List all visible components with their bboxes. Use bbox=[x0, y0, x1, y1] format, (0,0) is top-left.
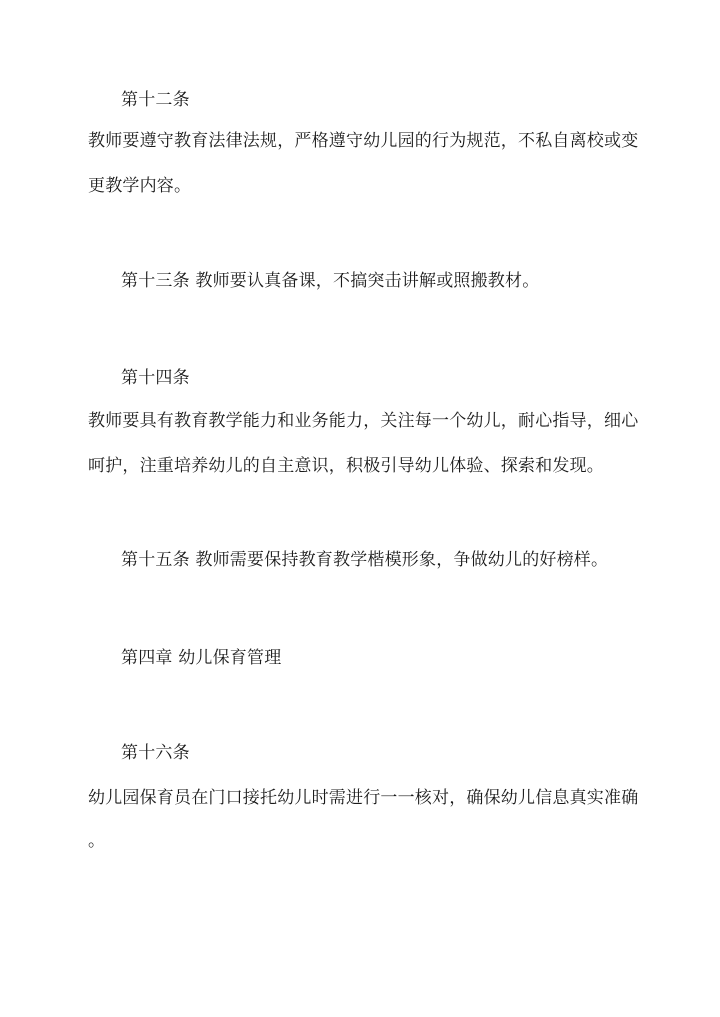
article-14-heading: 第十四条 bbox=[121, 368, 190, 388]
article-12-text-line-1: 教师要遵守教育法律法规，严格遵守幼儿园的行为规范，不私自离校或变 bbox=[88, 131, 639, 151]
article-16-text-line-2: 。 bbox=[88, 831, 106, 851]
article-12-heading: 第十二条 bbox=[121, 90, 190, 110]
article-16-heading: 第十六条 bbox=[121, 743, 190, 763]
article-12-text-line-2: 更教学内容。 bbox=[88, 176, 192, 196]
article-14-text-line-2: 呵护，注重培养幼儿的自主意识，积极引导幼儿体验、探索和发现。 bbox=[88, 456, 604, 476]
article-13-paragraph: 第十三条 教师要认真备课，不搞突击讲解或照搬教材。 bbox=[121, 271, 540, 291]
article-14-text-line-1: 教师要具有教育教学能力和业务能力，关注每一个幼儿，耐心指导，细心 bbox=[88, 411, 639, 431]
article-16-text-line-1: 幼儿园保育员在门口接托幼儿时需进行一一核对，确保幼儿信息真实准确 bbox=[88, 788, 639, 808]
article-15-paragraph: 第十五条 教师需要保持教育教学楷模形象，争做幼儿的好榜样。 bbox=[121, 550, 609, 570]
chapter-4-heading: 第四章 幼儿保育管理 bbox=[121, 648, 282, 668]
